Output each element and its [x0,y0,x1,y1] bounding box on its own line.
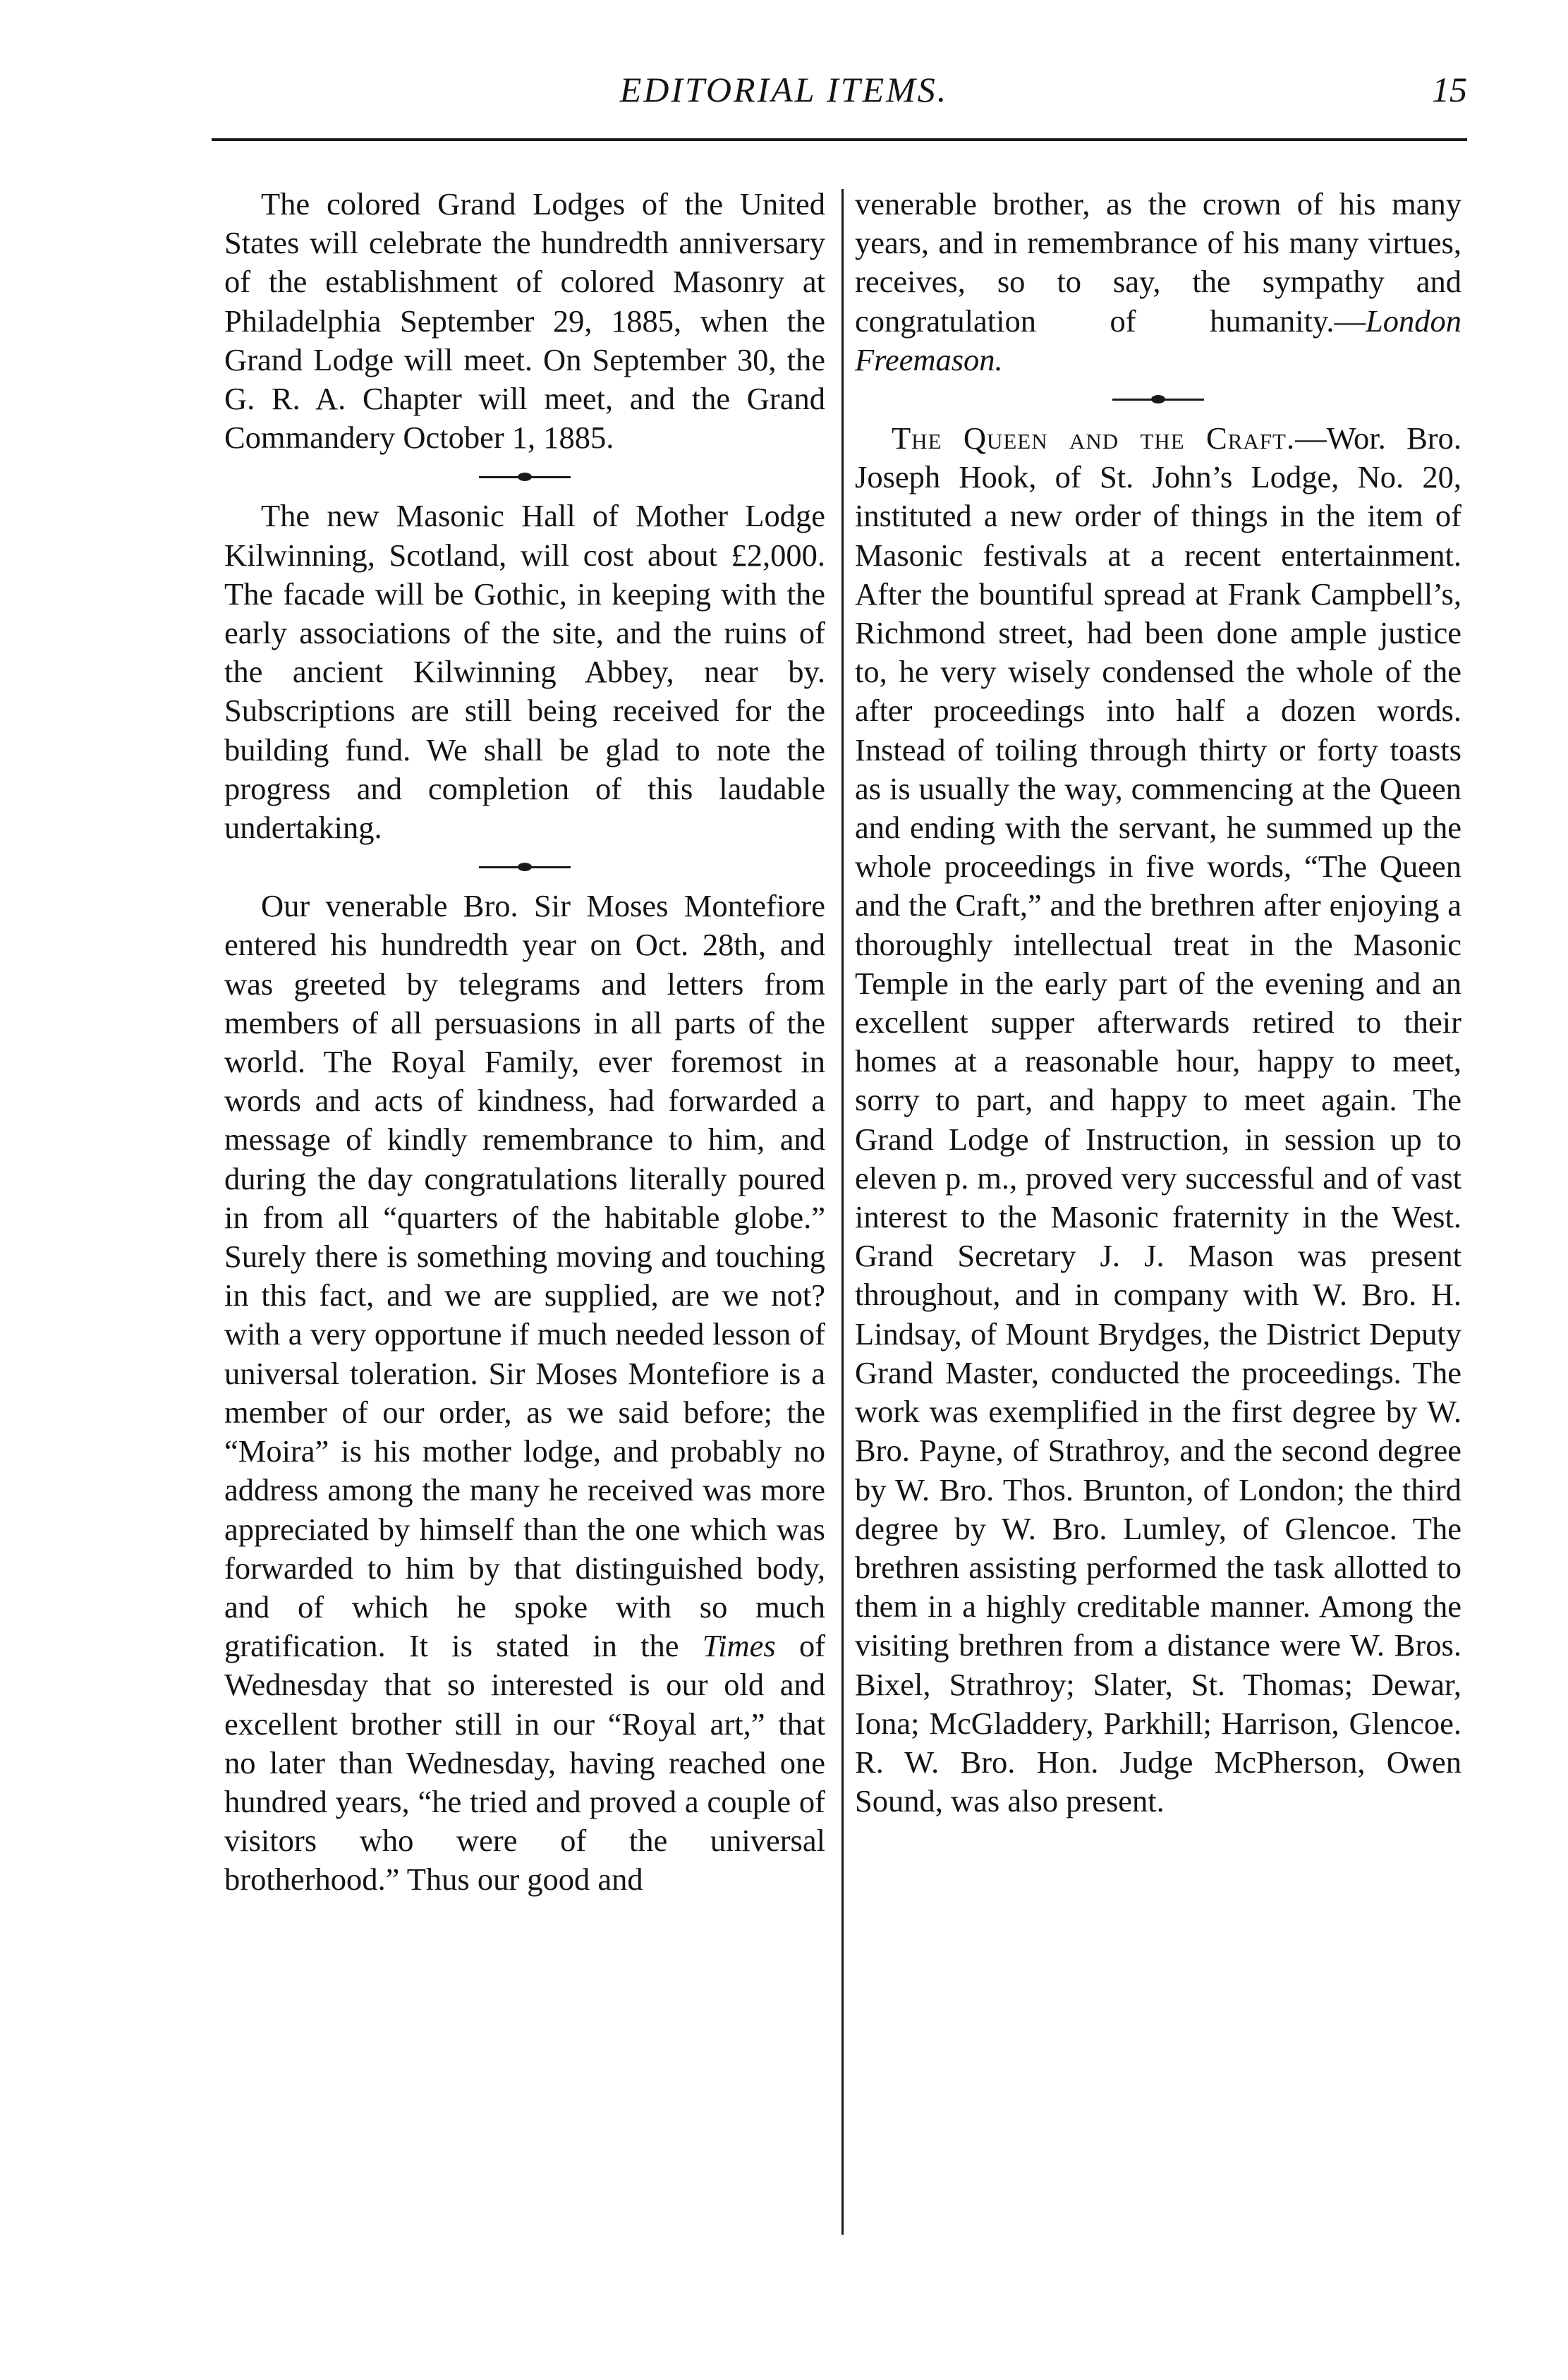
item-kilwinning-hall: The new Masonic Hall of Mother Lodge Kilwinning, Scotland, will cost about £2,000. The facade will be Gothic, in keeping with the early associations of the site, and the ruins of the ancient Kilwinning Abbey, near by. Subscriptions are still being received for the building fund. We shall be glad to note the progress and completion of this laudable undertaking. [224,498,825,846]
column-divider [841,189,844,2235]
montefiore-text-a: Our venerable Bro. Sir Moses Montefiore entered his hundredth year on Oct. 28th, and was greeted by telegrams and letters from members of all persuasions in all parts of the world. The Royal Family, ever foremost in words and acts of kindness, had forwarded a message of kindly remembrance to him, and during the day congratulations literally poured in from all “quarters of the habitable globe.” Surely there is something moving and touching in this fact, and we are supplied, are we not? with a very opportune if much needed lesson of universal toleration. Sir Moses Montefiore is a member of our order, as we said before; the “Moira” is his mother lodge, and probably no address among the many he received was more appreciated by himself than the one which was forwarded to him by that distinguished body, and of which he spoke with so much gratification. It is stated in the [224,888,825,1664]
source-credit: London Freemason. [855,303,1461,377]
times-reference: Times [702,1628,776,1664]
montefiore-continuation [855,185,1461,380]
left-column [224,185,825,1900]
section-separator [855,380,1461,419]
running-title: EDITORIAL ITEMS. [619,70,949,109]
item-heading: The Queen and the Craft. [892,420,1296,456]
queen-craft-text: —Wor. Bro. Joseph Hook, of St. John’s Lodge, No. 20, instituted a new order of things in the item of Masonic festivals at a recent entertainment. After the bountiful spread at Frank Campbell’s, Richmond street, had been done ample justice to, he very wisely condensed the whole of the after proceedings into half a dozen words. Instead of toiling through thirty or forty toasts as is usually the way, commencing at the Queen and ending with the servant, he summed up the whole proceedings in five words, “The Queen and the Craft,” and the brethren after enjoying a thoroughly intellectual treat in the Masonic Temple in the early part of the evening and an excellent supper afterwards retired to their homes at a reasonable hour, happy to meet, sorry to part, and happy to meet again. The Grand Lodge of Instruction, in session up to eleven p. m., proved very successful and of vast interest to the Masonic fraternity in the West. Grand Secretary J. J. Mason was present throughout, and in company with W. Bro. H. Lindsay, of Mount Brydges, the District Deputy Grand Master, conducted the proceedings. The work was exemplified in the first degree by W. Bro. Payne, of Strathroy, and the second degree by W. Bro. Thos. Brunton, of London; the third degree by W. Bro. Lumley, of Glencoe. The brethren assisting performed the task allotted to them in a highly creditable manner. Among the visiting brethren from a distance were W. Bros. Bixel, Strathroy; Slater, St. Thomas; Dewar, Iona; McGladdery, Parkhill; Harrison, Glencoe. R. W. Bro. Hon. Judge McPherson, Owen Sound, was also present. [855,420,1461,1819]
montefiore-text-c: venerable brother, as the crown of his many years, and in remembrance of his many virtues, receives, so to say, the sympathy and congratulation of humanity.— [855,186,1461,339]
right-column [855,185,1461,1821]
item-colored-grand-lodges: The colored Grand Lodges of the United States will celebrate the hundredth anniversary of the establishment of colored Masonry at Philadelphia September 29, 1885, when the Grand Lodge will meet. On September 30, the G. R. A. Chapter will meet, and the Grand Commandery October 1, 1885. [224,186,825,456]
item-moses-montefiore [224,887,825,1899]
item-queen-and-craft [855,419,1461,1821]
page-number: 15 [1432,70,1467,109]
section-separator [224,457,825,497]
section-separator [224,847,825,887]
header-rule [212,138,1467,141]
montefiore-text-b: of Wednesday that so interested is our old and excellent brother still in our “Royal art,” that no later than Wednesday, having reached one hundred years, “he tried and proved a couple of visitors who were of the universal brotherhood.” Thus our good and [224,1628,826,1898]
